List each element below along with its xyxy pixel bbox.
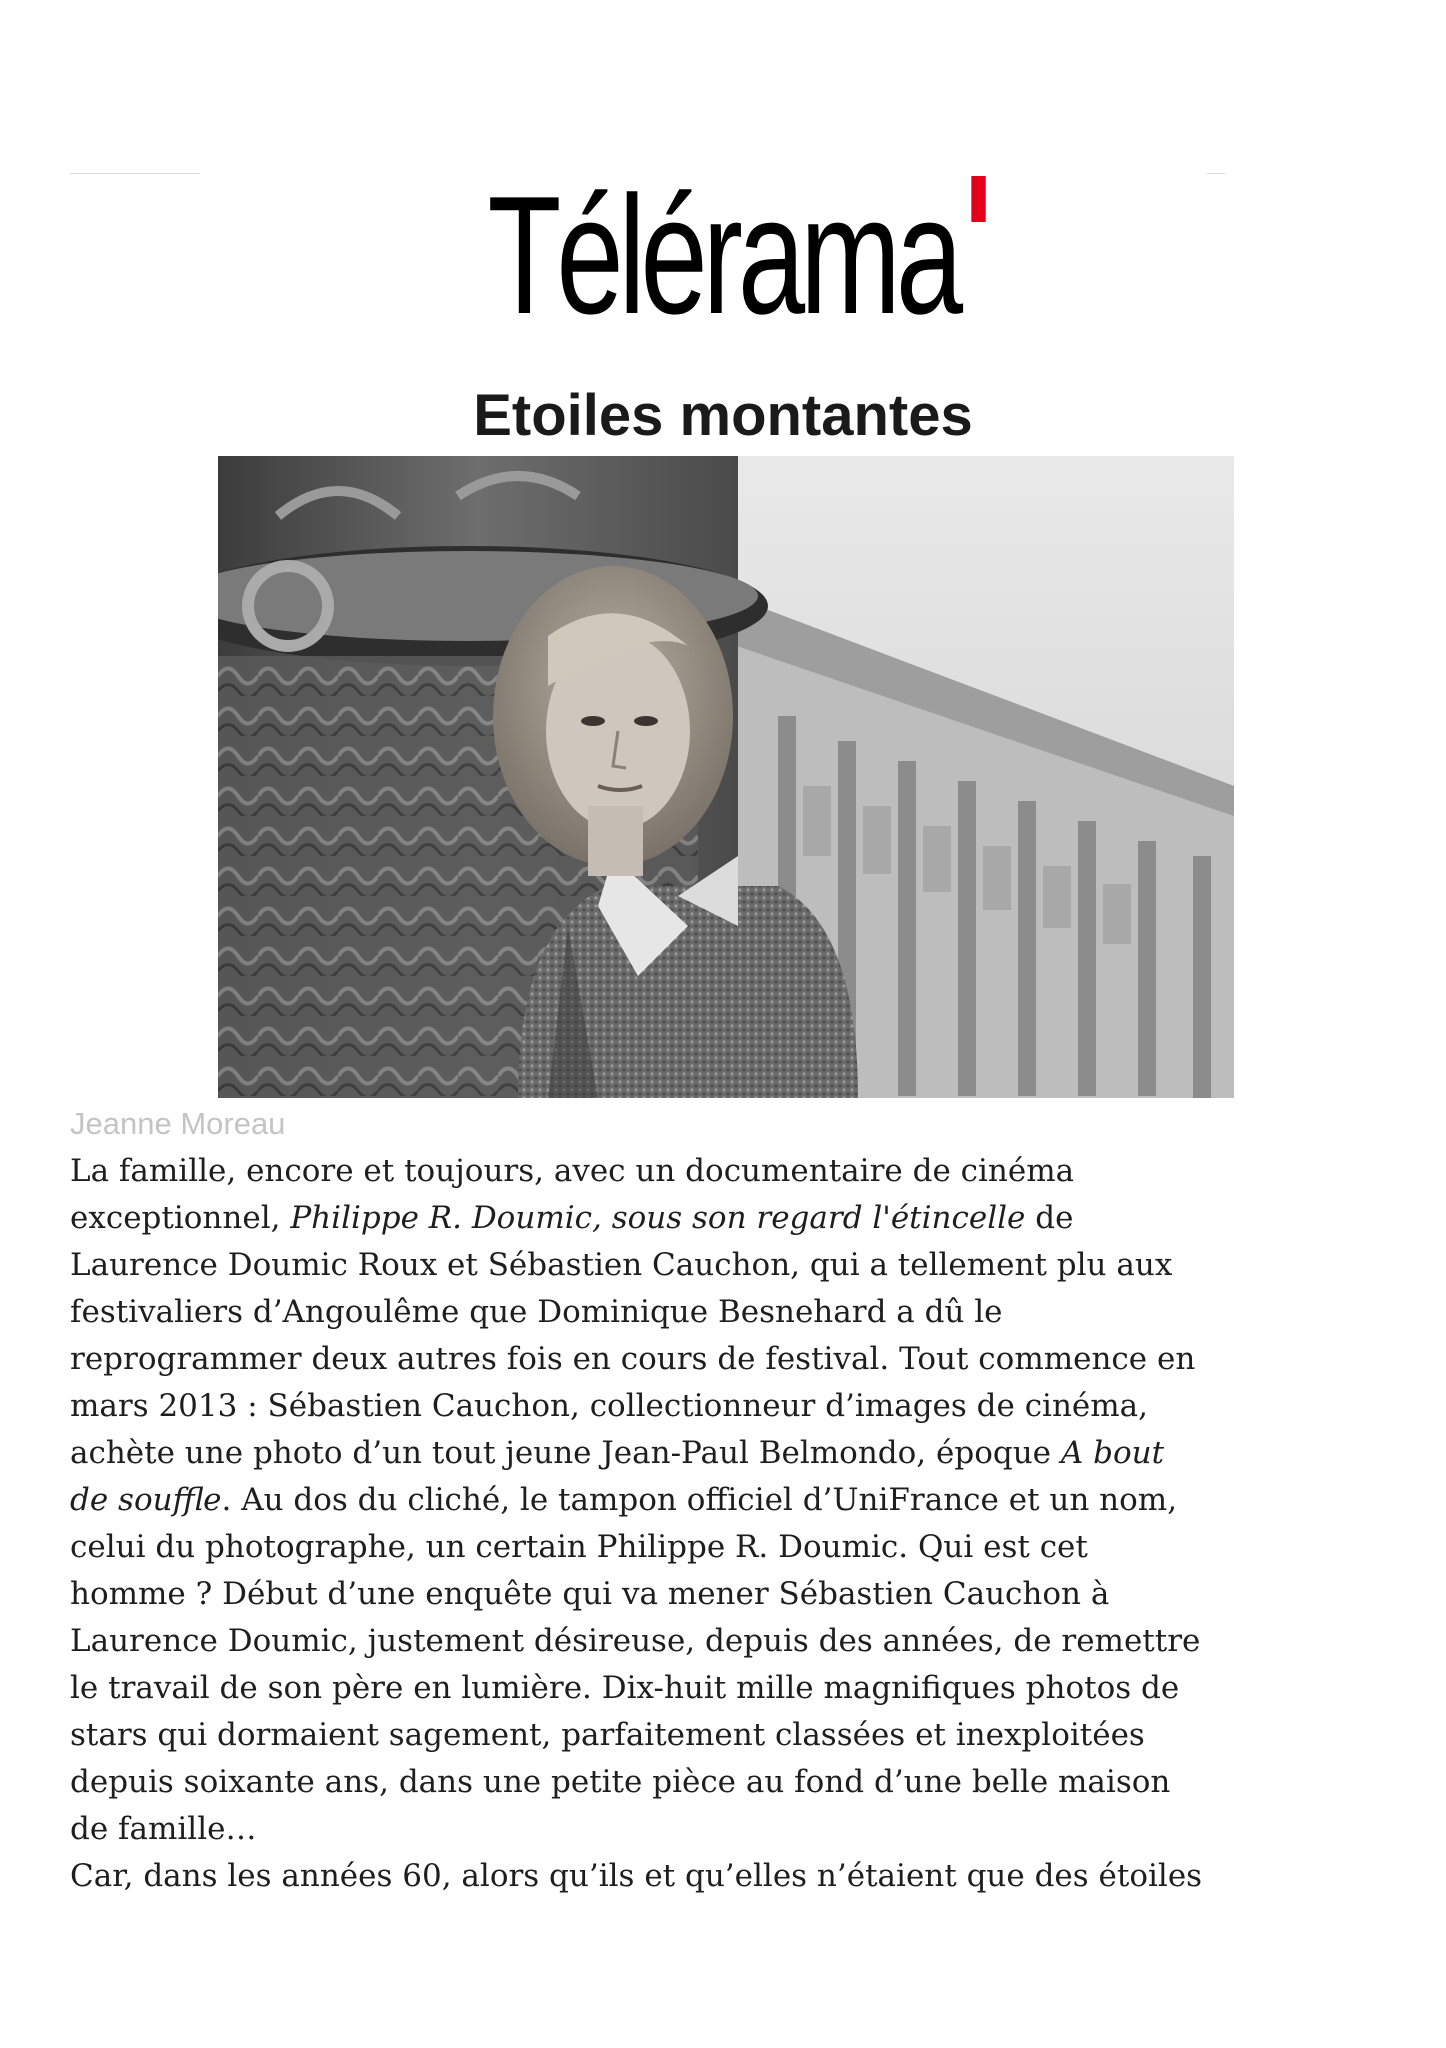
text-run: celui du photographe, un certain Philippe R. Doumic. Qui est cet [70,1529,1088,1565]
text-line [70,1195,1380,1242]
telerama-logo[interactable] [487,161,959,349]
text-run: homme ? Début d’une enquête qui va mener Sébastien Cauchon à [70,1576,1110,1612]
text-run: . Au dos du cliché, le tampon officiel d’UniFrance et un nom, [221,1482,1178,1518]
logo-wordmark: Télérama [487,161,959,349]
article-photo[interactable] [218,456,1234,1098]
text-run: le travail de son père en lumière. Dix-huit mille magnifiques photos de [70,1670,1180,1706]
text-line [70,1665,1380,1712]
article-headline: Etoiles montantes [473,383,973,448]
text-run: La famille, encore et toujours, avec un documentaire de cinéma [70,1153,1075,1189]
text-run: Laurence Doumic, justement désireuse, depuis des années, de remettre [70,1623,1201,1659]
article-body [70,1148,1380,1900]
masthead [0,161,1446,349]
bw-portrait-photo-icon [218,456,1234,1098]
text-line [70,1148,1380,1195]
text-run: Car, dans les années 60, alors qu’ils et qu’elles n’étaient que des étoiles [70,1858,1203,1894]
logo-apostrophe-mark [971,176,985,222]
text-line [70,1759,1380,1806]
article-paragraph-1 [70,1148,1380,1853]
text-line [70,1618,1380,1665]
text-run: de [1025,1200,1074,1236]
text-run: reprogrammer deux autres fois en cours de festival. Tout commence en [70,1341,1196,1377]
text-line [70,1712,1380,1759]
italic-title: Philippe R. Doumic, sous son regard l'étincelle [290,1200,1026,1236]
text-run: achète une photo d’un tout jeune Jean-Paul Belmondo, époque [70,1435,1061,1471]
text-line [70,1242,1380,1289]
text-run: stars qui dormaient sagement, parfaitement classées et inexploitées [70,1717,1145,1753]
text-line [70,1383,1380,1430]
text-line [70,1853,1380,1900]
text-run: de famille… [70,1811,257,1847]
text-line [70,1289,1380,1336]
text-line [70,1524,1380,1571]
text-line [70,1477,1380,1524]
text-run: mars 2013 : Sébastien Cauchon, collectionneur d’images de cinéma, [70,1388,1149,1424]
text-line [70,1430,1380,1477]
italic-title: A bout [1060,1435,1165,1471]
text-run: depuis soixante ans, dans une petite pièce au fond d’une belle maison [70,1764,1171,1800]
text-line [70,1571,1380,1618]
text-line [70,1806,1380,1853]
text-run: festivaliers d’Angoulême que Dominique Besnehard a dû le [70,1294,1003,1330]
text-run: exceptionnel, [70,1200,291,1236]
article-paragraph-2 [70,1853,1380,1900]
text-run: Laurence Doumic Roux et Sébastien Cauchon, qui a tellement plu aux [70,1247,1173,1283]
italic-title: de souffle [70,1482,222,1518]
text-line [70,1336,1380,1383]
photo-caption: Jeanne Moreau [70,1106,286,1141]
